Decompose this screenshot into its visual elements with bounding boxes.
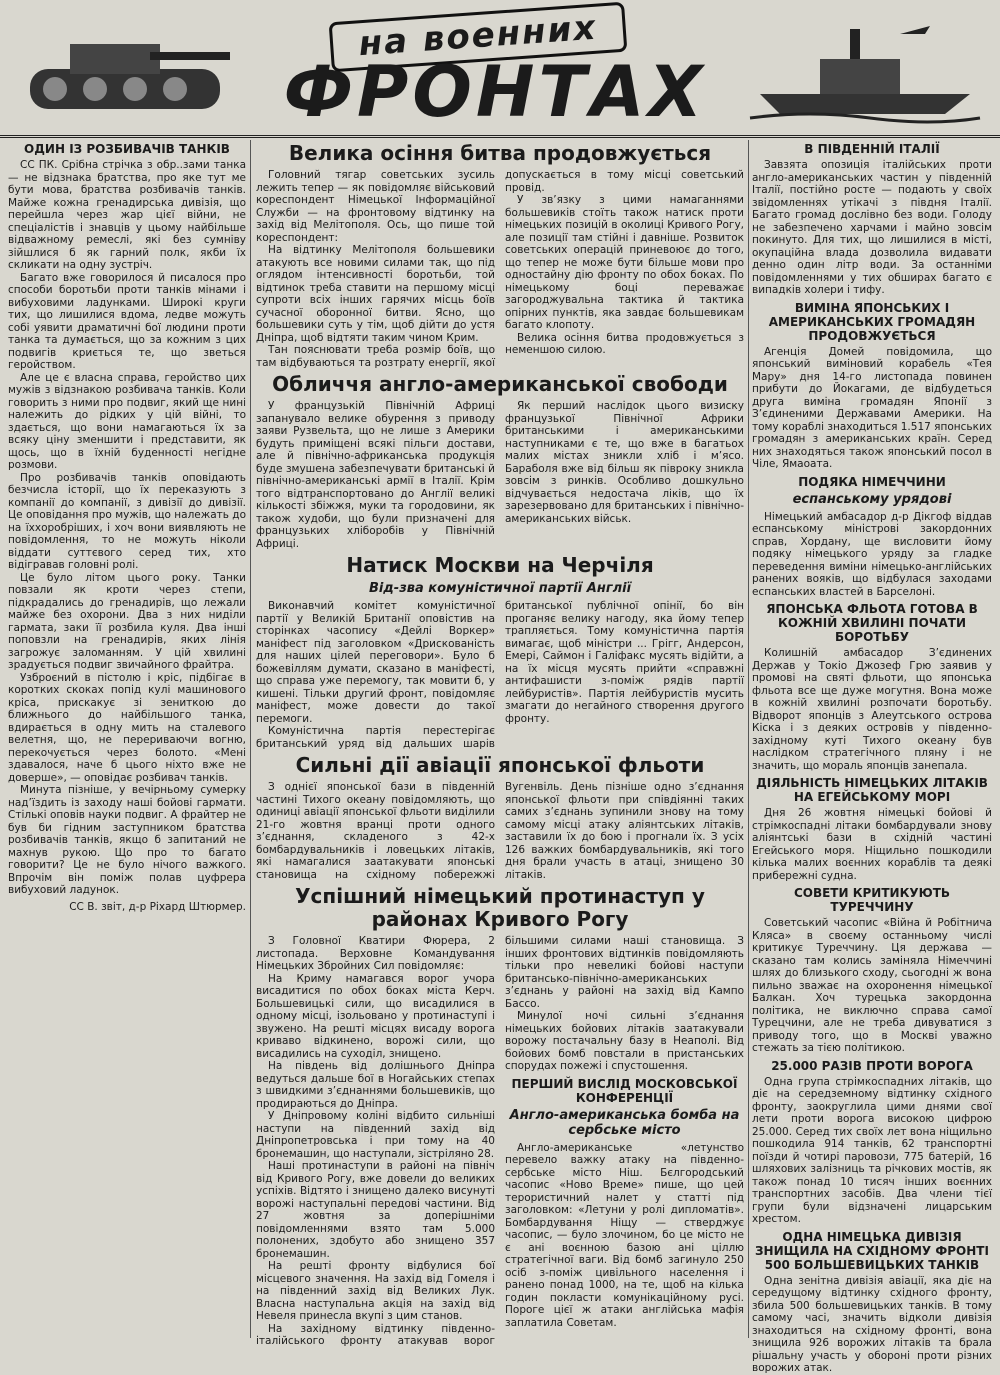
column-divider xyxy=(748,140,749,1338)
column-right xyxy=(752,138,992,1374)
article-title: Сильні дії авіації японської фльоти xyxy=(295,753,705,777)
article-paragraph: Велика осіння битва продовжується з неменшою силою. xyxy=(505,331,744,356)
article-aviation xyxy=(256,754,744,881)
article-paragraph: Одна група стрімкоспадних літаків, що діє на середземному відтинку східного фронту, заокруглила цими днями свої лети проти ворога високою цифрою 25.000. Серед тих своїх лет вона ніщильно пошкодила 914 танків, 62 транспортні поїзди й чотирі паровози, 775 батерій, 16 шляхових залізниць та річкових мостів, як також понад 10 тисяч інших воєнних транспортних засобів. Два члени тієї групи були відзначені лицарським хрестом. xyxy=(752,1075,992,1225)
article-counteroffensive xyxy=(256,885,744,1348)
column-center xyxy=(256,138,744,1347)
article-paragraph: У зв’язку з цими намаганнями большевиків стоїть також натиск проти німецьких позицій в околиці Кривого Рогу, але позиції там стійні і давніше. Розвиток советських операцій приневоює до того, що тепер не може бути більше мови про одностайну дію фронту по обох боках. По німецькому боці переважає загороджувальна тактика й тактика опірних пунктів, яка завдає большевикам багато клопоту. xyxy=(505,194,744,331)
article-title: ОДИН ІЗ РОЗБИВАЧІВ ТАНКІВ xyxy=(24,142,230,156)
article-paragraph: Колишній амбасадор З’єдинених Держав у Токіо Джозеф Грю заявив у промові на святі фльоти, що японська фльота все ще дуже могутня. Вона може в кожній хвилині розпочати боротьбу. Відворот японців з Алеутського острова Кіска і з деяких островів у південно-західному куті Тихого океану був наслідком стратегічного пляну і не значить, що мораль японців занепала. xyxy=(752,647,992,772)
article-paragraph: На решті фронту відбулися бої місцевого значення. На захід від Гомеля і на південний захід від Великих Лук. Власна наступальна акція на захід від Невеля принесла вкупі з цим станов. xyxy=(256,1260,495,1322)
article-paragraph: У Дніпровому коліні відбито сильніші наступи на південний захід від Дніпропетровська і при тому на 40 бронемашин, що наступали, зістріляно 28. xyxy=(256,1110,495,1160)
article-subtitle: Від-зва комуністичної партії Англії xyxy=(368,581,632,596)
article-subtitle: Англо-американська бомба на сербське місто xyxy=(509,1107,740,1138)
article-paragraph: Багато вже говорилося й писалося про способи боротьби проти танків мінами і вибуховими ладунками. Широкі круги тих, що лишилися вдома, ледве можуть собі уявити драматичні бої людини проти танка та думається, що за кожним з цих подвигів криється те, що зветься геройством. xyxy=(8,271,246,371)
article-paragraph: У французькій Північній Африці запанувало велике обурення з приводу заяви Рузвельта, що не лише з Америки будуть приміщені всякі пільги достави, але й північно-африканська продукція буде змушена забезпечувати британські й північно-американські армії в Італії. Крім того відтранспортовано до Англії великі кількості збіжжя, муки та городовини, як також худоби, що були призначені для французьких хліборобів у Північній Африці. xyxy=(256,400,495,550)
article-title: ДІЯЛЬНІСТЬ НІМЕЦЬКИХ ЛІТАКІВ НА ЕГЕЙСЬКОМУ МОРІ xyxy=(756,776,988,804)
article-paragraph: Виконавчий комітет комуністичної партії у Великій Британії оповістив на сторінках часопису «Дейлі Воркер» маніфест під заголовком «Дрискованість для наших цілей переговори». Було б божевіллям думати, сказано в маніфесті, що справа уже перемогу, так мовити б, у кишені. Тільки другий фронт, повідомляє маніфест, може довести до такої перемоги. xyxy=(256,600,495,725)
article-subtitle: еспанському урядові xyxy=(792,491,952,507)
article-title: ПЕРШИЙ ВИСЛІД МОСКОВСЬКОЇ КОНФЕРЕНЦІЇ xyxy=(511,1076,738,1105)
article-title: Обличчя англо-американської свободи xyxy=(272,372,728,396)
article-paragraph: Агенція Домей повідомила, що японський виміновий корабель «Тея Мару» дня 14-го листопада повинен прибути до Йокагами, де відбудеться друга виміна громадян Японії з З’єдиненими Державами Америки. На тому кораблі знаходиться 1.517 японських громадян з американських країн. Серед них знаходяться також японський посол в Чіле, Ямаоата. xyxy=(752,345,992,470)
column-divider xyxy=(250,140,251,1338)
article-title: ЯПОНСЬКА ФЛЬОТА ГОТОВА В КОЖНІЙ ХВИЛИНІ ПОЧАТИ БОРОТЬБУ xyxy=(766,602,978,644)
article-title: В ПІВДЕННІЙ ІТАЛІЇ xyxy=(804,142,940,156)
article-battle xyxy=(256,142,744,369)
article-paragraph: Советський часопис «Війна й Робітнича Кляса» в своєму останньому числі критикує Туреччину. Ця держава — сказано там колись заміняла Німеччині шлях до близького сходу, сьогодні ж вона пильно зважає на охоронення німецької Балкан. Хоч турецька закордонна політика, не виключно справа самої Турецчини, але не треба дивуватися з приводу того, що в Москві уважно стежать за тією політикою. xyxy=(752,917,992,1054)
article-paragraph: На Криму намагався ворог учора висадитися по обох боках міста Керч. Большевицькі сили, що висадилися в одному місці, ізольовано у протинаступі і звужено. На решті місцях висаду ворога криваво відкинено, ворожі сили, що висадились на суходіл, знищено. xyxy=(256,972,495,1060)
article-paragraph: Одна зенітна дивізія авіації, яка діє на середущому відтинку східного фронту, збила 500 большевицьких танків. В тому самому часі, значить відколи дивізія знаходиться на східному фронті, вона знищила 926 ворожих літаків та брала рішальну участь у обороні проти різних ворожих атак. xyxy=(752,1274,992,1374)
article-title: ПОДЯКА НІМЕЧЧИНИ xyxy=(798,474,946,489)
article-paragraph: Минулої ночі сильні з’єднання німецьких бойових літаків заатакували ворожу постачальну базу в Неаполі. Від бойових бомб повстали в пристанських спорудах пожежі і спустошення. xyxy=(505,1010,744,1072)
tank-illustration-icon xyxy=(20,14,240,124)
masthead-kicker: на военних xyxy=(329,2,628,73)
article-paragraph: Комуністична партія перестерігає британський уряд від дальших шарів британської публічної опінії, бо він проганяє велику нагоду, яка йому тепер трапляється. Тому комуністична партія вимагає, щоб міністри ... Грігг, Андерсон, Емері, Саймон і Галіфакс мусять відійти, а на їх місця мусять прийти «справжні антифашисти з-поміж рядів партії лейбуристів». Партія лейбуристів мусить змагати до негайного створення другого фронту. xyxy=(256,600,744,750)
article-paragraph: Німецький амбасадор д-р Дікгоф віддав еспанському міністрові закордонних справ, Хорданy, ще висловити йому подяку німецького уряду за гладке переведення виміни німецько-англійських ранених вояків, що відбулася заходами еспанських властей в Барселоні. xyxy=(752,510,992,598)
article-paragraph: Це було літом цього року. Танки повзали як кроти через степи, підкрадались до гренадирів, що лежали майже без охорони. Два з них ниділи гармата, заки її розбила куля. Два інші поповзли на гренадирів, яких лінія загрожує заломанням. У цій хвилині зрадується подвиг звичайного фрайтра. xyxy=(8,571,246,671)
article-title: Успішний німецький протинаступ у районах Кривого Рогу xyxy=(295,884,705,931)
article-paragraph: Дня 26 жовтня німецькі бойові й стрімкоспадні літаки бомбардували знову аліянтські бази в східній частині Егейського моря. Ніщильно пошкодили кілька малих воєнних кораблів та деякі прибережні судна. xyxy=(752,807,992,882)
article-paragraph: СС ПК. Срібна стрічка з обр..зами танка — не відзнака братства, про яке тут ме бути мова, братства розбивачів танків. Майже кожна гренадирська дивізія, що перейшла через жар цієї війни, не спеціалістів і знавців у цьому найбільше відважному ремеслі, які без сумніву зійшлися б як гарний полк, якби їх скликати на одну зустріч. xyxy=(8,159,246,271)
article-paragraph: На західному відтинку південно-італійського фронту атакував ворог більшими силами наші становища. З інших фронтових відтинків повідомляють тільки про невеликі бойові наступи британсько-північно-американських з’єднань у районі на захід від Кампо Бассо. xyxy=(256,935,744,1347)
article-paragraph: На відтинку Мелітополя большевики атакують все новими силами так, що під оглядом інтенсивності боротьби, той відтинок треба ставити на першому місці супроти всіх інших гарячих місць боїв сучасної оборонної битви. Ясно, що большевики суть у тім, щоб дійти до устя Дніпра, щоб відтяти таким чином Крим. xyxy=(256,244,495,344)
article-paragraph: З Головної Кватири Фюрера, 2 листопада. Верховне Командування Німецьких Збройних Сил повідомляє: xyxy=(256,935,495,972)
article-title: 25.000 РАЗІВ ПРОТИ ВОРОГА xyxy=(771,1058,973,1073)
warship-illustration-icon xyxy=(750,14,980,124)
article-paragraph: Наші протинаступи в районі на північ від Кривого Рогу, вже довели до великих успіхів. Відтято і знищено далеко висунуті ворожі наступальні передові частини. Від 27 жовтня за доперішніми повідомленнями взято там 5.000 полонених, здобуто або знищено 357 бронемашин. xyxy=(256,1160,495,1260)
article-paragraph: Про розбивачів танків оповідають безчисла історії, що їх переказують з компанії до компанії, з дивізії до дивізії. Це оповідання про мужів, що належать до на їххоробріших, і хоч вони виявляють не повідомлення, то не можуть ніколи віддати суттєвого серед тих, хто відігравав головні ролі. xyxy=(8,471,246,571)
article-paragraph: Завзята опозиція італійських проти англо-американських частин у південній Італії, постійно росте — подають у своїх звідомленнях утікачі з півдня Італії. Багато громад дослівно без води. Голоду не забезпечено харчами і майно зовсім покинуто. Для тих, що лишилися в місті, окупаційна влада дозволила видавати денно один літр води. За останніми повідомленнями у тих обширах багато є випадків холери і тифу. xyxy=(752,159,992,296)
column-left xyxy=(8,138,246,1338)
article-paragraph: Як перший наслідок цього визиску французької Північної Африки британськими і американськими наступниками є те, що вже в багатьох малих містах зникли хліб і м’ясо. Бараболя вже від більш як півроку зникла зовсім з ринків. Особливо дошкульно відчувається недостача ліків, що їх зарезервовано для британських і північно-американських військ. xyxy=(505,400,744,525)
article-paragraph: Але це є власна справа, геройство цих мужів з відзнакою розбивача танків. Коли говорить з ними про подвиг, який ще нині належить до рідких у цій війні, то здається, що вони намагаються їх за всяку ціну зменшити і представити, як щось, що в їхній буденності негідне розмови. xyxy=(8,371,246,471)
article-title: ОДНА НІМЕЦЬКА ДИВІЗІЯ ЗНИЩИЛА НА СХІДНОМУ ФРОНТІ 500 БОЛЬШЕВИЦЬКИХ ТАНКІВ xyxy=(755,1229,989,1272)
article-freedom xyxy=(256,373,744,550)
article-paragraph: Англо-американське «летунство перевело важку атаку на південно-сербське місто Ніш. Бєлгородський часопис «Ново Време» пише, що цей терористичний налет у статті під заголовком: «Летуни у ролі дипломатів». Бомбардування Ніщу — стверджує часопис, — було злочином, бо це місто не є ані воєнною базою ані ціллю стратегічної ваги. Від бомб загинуло 250 осіб з-поміж цивільного населення і ранено понад 1000, на те, щоб на кілька годин покласти комунікаційному русі. Пороге цієї ж атаки англійська мафія заплатила Советам. xyxy=(505,1141,744,1329)
article-title: СОВЕТИ КРИТИКУЮТЬ ТУРЕЧЧИНУ xyxy=(793,886,951,914)
article-paragraph: Тан пояснювати треба розмір боїв, що там відбуваються та розтрату енергії, якої допускається в тому місці советський провід. xyxy=(256,169,744,369)
masthead-title: ФРОНТАХ xyxy=(283,51,707,133)
article-paragraph: З однієї японської бази в південній частині Тихого океану повідомляють, що одиниці авіації японської фльоти виділили 21-го жовтня вранці проти одного з’єднання, складеного з 42-х бомбардувальників і ловецьких літаків, які намагалися заатакувати японські становища на східному побережжі Вугенвіль. День пізніше одно з’єднання японської фльоти при співдіянні таких самих з’єднань зупинили знову на тому самому місці атаку аліянтських літаків, заставили їх до бою і прогнали їх. З усіх 126 важких бомбардувальників, які того дня брали участь в атаці, знищено 30 літаків. xyxy=(256,781,744,881)
article-paragraph: Минута пізніше, у вечірньому сумерку над’їздить із заходу наші бойові гармати. Стількі оповів науки подвиг. А фрайтер не був би гідним заступником братства розбивачів танків, якщо б запитаний не махнув рукою. Що про то багато говорити? Це не було нічого важкого. Впрочім він поміж полав цуфрера вибуховий ладунок. xyxy=(8,784,246,896)
masthead xyxy=(0,0,1000,138)
article-paragraph: Головний тягар советських зусиль лежить тепер — як повідомляє військовий кореспондент Німецької Інформаційної Служби — на фронтовому відтинку на захід від Мелітополя. Ось, що пише той кореспондент: xyxy=(256,169,495,244)
article-paragraph: Узброєний в пістолю і кріс, підбігає в коротких скоках попід кулі машинового кріса, прискакує зі зениткою до ближнього до найбільшого танка, вдирається в одну мить на сталевого велетня, що, не перериваючи вогню, перекочується через болото. «Мені здавалося, наче б цього ніхто вже не доверше», — оповідає розбивач танків. xyxy=(8,671,246,784)
article-title: Натиск Москви на Черчіля xyxy=(346,553,654,577)
article-title: Велика осіння битва продовжується xyxy=(288,141,712,165)
article-title: ВИМІНА ЯПОНСЬКИХ І АМЕРИКАНСЬКИХ ГРОМАДЯН ПРОДОВЖУЄТЬСЯ xyxy=(768,300,976,343)
article-signature: СС В. звіт, д-р Ріхард Штюрмер. xyxy=(69,900,246,913)
article-moscow xyxy=(256,554,744,750)
article-paragraph: На південь від долішнього Дніпра ведуться дальше бої в Ногайських степах з швидкими з’єднаннями большевиків, що продираються до Дніпра. xyxy=(256,1060,495,1110)
